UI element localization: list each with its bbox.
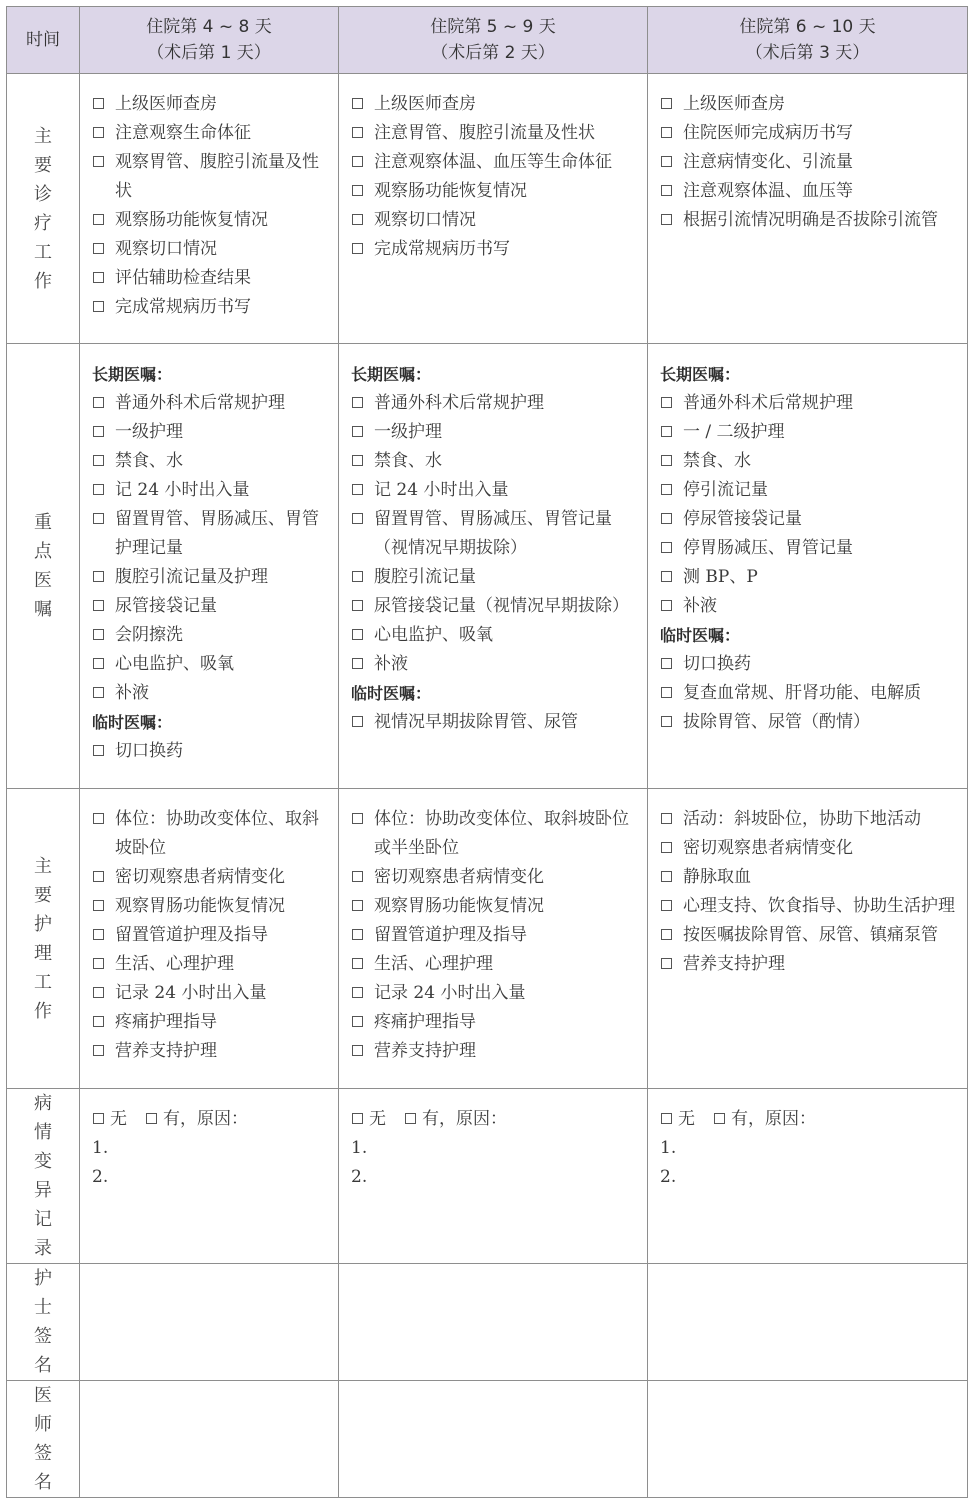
checklist-item-text: 体位：协助改变体位、取斜坡卧位: [115, 809, 319, 858]
checkbox-icon[interactable]: [714, 1113, 725, 1124]
checklist-item-text: 注意观察体温、血压等生命体征: [374, 152, 612, 172]
checklist-item-text: 视情况早期拔除胃管、尿管: [374, 712, 578, 732]
checklist-item-text: 观察胃肠功能恢复情况: [115, 896, 285, 916]
checklist-item-text: 静脉取血: [683, 867, 751, 887]
checklist-item: [92, 206, 328, 235]
checkbox-icon[interactable]: [661, 871, 672, 882]
checklist-item: [660, 505, 957, 534]
checklist-item-text: 普通外科术后常规护理: [683, 393, 853, 413]
checkbox-icon[interactable]: [352, 426, 363, 437]
checklist-item-text: 观察胃管、腹腔引流量及性状: [115, 152, 319, 201]
checklist-item-text: 有，原因：: [422, 1109, 507, 1129]
checkbox-icon[interactable]: [352, 813, 363, 824]
checkbox-icon[interactable]: [93, 571, 104, 582]
checkbox-icon[interactable]: [93, 156, 104, 167]
post-op-day: （术后第 3 天）: [745, 43, 870, 63]
checklist-item: [351, 805, 637, 863]
checkbox-icon[interactable]: [352, 571, 363, 582]
checkbox-icon[interactable]: [93, 929, 104, 940]
checklist-item: [351, 592, 637, 621]
checkbox-icon[interactable]: [352, 987, 363, 998]
checklist-item-text: 住院医师完成病历书写: [683, 123, 853, 143]
checklist-item: [351, 863, 637, 892]
checklist-item-text: 禁食、水: [683, 451, 751, 471]
checklist-item-text: 无: [678, 1109, 695, 1129]
checklist-item-text: 拔除胃管、尿管（酌情）: [683, 712, 870, 732]
checklist-item: [660, 650, 957, 679]
checklist-item: [92, 650, 328, 679]
variation-reason-line[interactable]: 2.: [660, 1167, 677, 1187]
checkbox-icon[interactable]: [352, 127, 363, 138]
checkbox-icon[interactable]: [352, 929, 363, 940]
checklist-item-text: 无: [110, 1109, 127, 1129]
checklist-item-text: 禁食、水: [115, 451, 183, 471]
checkbox-icon[interactable]: [93, 272, 104, 283]
checkbox-icon[interactable]: [352, 600, 363, 611]
checkbox-icon[interactable]: [352, 98, 363, 109]
checkbox-icon[interactable]: [661, 484, 672, 495]
checklist-item-text: 观察肠功能恢复情况: [374, 181, 527, 201]
checklist-item-text: 疼痛护理指导: [374, 1012, 476, 1032]
checklist-item: [351, 119, 637, 148]
checklist-item: [92, 863, 328, 892]
checklist-item: [351, 505, 637, 563]
checkbox-icon[interactable]: [661, 958, 672, 969]
checkbox-icon[interactable]: [352, 658, 363, 669]
orders-cell: [648, 344, 968, 789]
checkbox-icon[interactable]: [93, 687, 104, 698]
variation-reason-line[interactable]: 1.: [92, 1138, 109, 1158]
checklist-item-text: 记 24 小时出入量: [115, 480, 250, 500]
checklist-item: [660, 418, 957, 447]
checklist-item: [92, 1008, 328, 1037]
checkbox-icon[interactable]: [352, 1045, 363, 1056]
checklist-item: [660, 950, 957, 979]
checklist-item: [351, 389, 637, 418]
nurse-sign-row: [7, 1264, 968, 1381]
checklist-item: [660, 389, 957, 418]
checklist-item-text: 停引流记量: [683, 480, 768, 500]
checkbox-icon[interactable]: [661, 929, 672, 940]
day-column-header: [339, 7, 648, 74]
checklist-item: [660, 892, 957, 921]
checkbox-icon[interactable]: [93, 397, 104, 408]
checklist-item: [92, 389, 328, 418]
checkbox-icon[interactable]: [352, 1016, 363, 1027]
checklist-item-text: 有，原因：: [731, 1109, 816, 1129]
checklist-item-text: 上级医师查房: [115, 94, 217, 114]
checkbox-icon[interactable]: [93, 900, 104, 911]
checklist-item: [660, 1105, 695, 1134]
order-section-heading: 长期医嘱：: [660, 365, 741, 384]
orders-cell: [339, 344, 648, 789]
diagnosis-cell: [339, 74, 648, 344]
checkbox-icon[interactable]: [661, 156, 672, 167]
checklist-item-text: 尿管接袋记量（视情况早期拔除）: [374, 596, 629, 616]
checkbox-icon[interactable]: [661, 600, 672, 611]
checklist-item-text: 测 BP、P: [683, 567, 758, 587]
checkbox-icon[interactable]: [352, 1113, 363, 1124]
variation-options: [660, 1105, 957, 1134]
checklist-item-text: 停胃肠减压、胃管记量: [683, 538, 853, 558]
checklist-item: [92, 921, 328, 950]
checkbox-icon[interactable]: [93, 243, 104, 254]
checkbox-icon[interactable]: [352, 513, 363, 524]
checkbox-icon[interactable]: [661, 813, 672, 824]
checklist-item: [92, 592, 328, 621]
nursing-cell: [339, 789, 648, 1089]
checklist-item-text: 腹腔引流记量及护理: [115, 567, 268, 587]
checklist-item: [660, 592, 957, 621]
diagnosis-cell: [80, 74, 339, 344]
checklist-item-text: 评估辅助检查结果: [115, 268, 251, 288]
checklist-item: [351, 892, 637, 921]
diagnosis-row: [7, 74, 968, 344]
checklist-item: [92, 264, 328, 293]
checkbox-icon[interactable]: [405, 1113, 416, 1124]
checklist-item: [92, 235, 328, 264]
orders-row: [7, 344, 968, 789]
checklist-item-text: 体位：协助改变体位、取斜坡卧位或半坐卧位: [374, 809, 629, 858]
row-label: 主要护理工作: [7, 789, 80, 1089]
checklist-item-text: 观察切口情况: [374, 210, 476, 230]
checkbox-icon[interactable]: [661, 658, 672, 669]
checklist-item-text: 观察肠功能恢复情况: [115, 210, 268, 230]
checklist-item: [92, 950, 328, 979]
checkbox-icon[interactable]: [93, 98, 104, 109]
checklist-item: [92, 621, 328, 650]
checklist-item-text: 切口换药: [683, 654, 751, 674]
checkbox-icon[interactable]: [352, 185, 363, 196]
checkbox-icon[interactable]: [352, 214, 363, 225]
checklist-item-text: 记 24 小时出入量: [374, 480, 509, 500]
nurse-signature-field[interactable]: [648, 1264, 968, 1381]
checklist-item: [351, 418, 637, 447]
checklist-item: [351, 621, 637, 650]
checklist-item-text: 生活、心理护理: [115, 954, 234, 974]
checkbox-icon[interactable]: [661, 571, 672, 582]
checkbox-icon[interactable]: [661, 127, 672, 138]
variation-reason-line[interactable]: 2.: [351, 1167, 368, 1187]
checkbox-icon[interactable]: [352, 243, 363, 254]
checklist-item-text: 一级护理: [374, 422, 442, 442]
checkbox-icon[interactable]: [93, 745, 104, 756]
checklist-item-text: 营养支持护理: [683, 954, 785, 974]
checklist-item: [351, 708, 637, 737]
checklist-item: [145, 1105, 248, 1134]
checklist-item: [660, 177, 957, 206]
checkbox-icon[interactable]: [661, 214, 672, 225]
day-range: 住院第 4 ~ 8 天: [146, 17, 272, 37]
row-label: 病情变异记录: [7, 1089, 80, 1264]
checklist-item: [660, 563, 957, 592]
day-column-header: [648, 7, 968, 74]
checklist-item-text: 心电监护、吸氧: [115, 654, 234, 674]
checkbox-icon[interactable]: [352, 958, 363, 969]
orders-cell: [80, 344, 339, 789]
day-range: 住院第 6 ~ 10 天: [739, 17, 876, 37]
checklist-item-text: 复查血常规、肝肾功能、电解质: [683, 683, 921, 703]
checkbox-icon[interactable]: [661, 900, 672, 911]
variation-reason-line[interactable]: 1.: [351, 1138, 368, 1158]
checkbox-icon[interactable]: [352, 716, 363, 727]
checkbox-icon[interactable]: [93, 600, 104, 611]
checklist-item-text: 活动：斜坡卧位，协助下地活动: [683, 809, 921, 829]
header-row: [7, 7, 968, 74]
checklist-item-text: 尿管接袋记量: [115, 596, 217, 616]
row-label: 护士签名: [7, 1264, 80, 1381]
checkbox-icon[interactable]: [93, 813, 104, 824]
checkbox-icon[interactable]: [661, 716, 672, 727]
checkbox-icon[interactable]: [93, 426, 104, 437]
checklist-item: [351, 90, 637, 119]
checklist-item: [713, 1105, 816, 1134]
checklist-item-text: 记录 24 小时出入量: [374, 983, 526, 1003]
checkbox-icon[interactable]: [661, 397, 672, 408]
checklist-item-text: 留置胃管、胃肠减压、胃管记量（视情况早期拔除）: [374, 509, 612, 558]
checkbox-icon[interactable]: [93, 629, 104, 640]
checklist-item: [351, 563, 637, 592]
checkbox-icon[interactable]: [661, 687, 672, 698]
checkbox-icon[interactable]: [661, 185, 672, 196]
checklist-item: [660, 805, 957, 834]
nurse-signature-field[interactable]: [80, 1264, 339, 1381]
checklist-item-text: 切口换药: [115, 741, 183, 761]
checklist-item: [92, 1105, 127, 1134]
clinical-pathway-table: [6, 6, 968, 1498]
checklist-item: [92, 563, 328, 592]
checklist-item: [351, 979, 637, 1008]
variation-reason-line[interactable]: 1.: [660, 1138, 677, 1158]
checkbox-icon[interactable]: [93, 658, 104, 669]
nursing-cell: [648, 789, 968, 1089]
post-op-day: （术后第 2 天）: [431, 43, 555, 63]
checklist-item: [92, 892, 328, 921]
checklist-item-text: 密切观察患者病情变化: [115, 867, 285, 887]
doctor-sign-row: [7, 1381, 968, 1498]
checklist-item-text: 心理支持、饮食指导、协助生活护理: [683, 896, 955, 916]
checkbox-icon[interactable]: [93, 301, 104, 312]
checkbox-icon[interactable]: [93, 513, 104, 524]
checkbox-icon[interactable]: [93, 1016, 104, 1027]
nursing-cell: [80, 789, 339, 1089]
checkbox-icon[interactable]: [93, 455, 104, 466]
checklist-item-text: 禁食、水: [374, 451, 442, 471]
post-op-day: （术后第 1 天）: [147, 43, 271, 63]
variation-options: [92, 1105, 328, 1134]
checkbox-icon[interactable]: [661, 98, 672, 109]
checklist-item-text: 普通外科术后常规护理: [374, 393, 544, 413]
row-label: 主要诊疗工作: [7, 74, 80, 344]
checklist-item-text: 留置管道护理及指导: [374, 925, 527, 945]
checklist-item-text: 按医嘱拔除胃管、尿管、镇痛泵管: [683, 925, 938, 945]
checklist-item: [92, 293, 328, 322]
checklist-item-text: 上级医师查房: [374, 94, 476, 114]
checklist-item-text: 心电监护、吸氧: [374, 625, 493, 645]
checkbox-icon[interactable]: [352, 455, 363, 466]
variation-cell: [80, 1089, 339, 1264]
checklist-item: [351, 148, 637, 177]
checklist-item: [92, 418, 328, 447]
time-header: 时间: [7, 7, 80, 74]
checklist-item: [351, 1037, 637, 1066]
checklist-item-text: 观察切口情况: [115, 239, 217, 259]
checklist-item: [660, 679, 957, 708]
checklist-item-text: 无: [369, 1109, 386, 1129]
checklist-item: [92, 737, 328, 766]
checklist-item-text: 一级护理: [115, 422, 183, 442]
checklist-item: [660, 447, 957, 476]
checklist-item-text: 停尿管接袋记量: [683, 509, 802, 529]
checklist-item: [660, 921, 957, 950]
checkbox-icon[interactable]: [93, 1113, 104, 1124]
checklist-item-text: 营养支持护理: [374, 1041, 476, 1061]
checklist-item: [351, 1008, 637, 1037]
diagnosis-cell: [648, 74, 968, 344]
doctor-signature-field[interactable]: [648, 1381, 968, 1498]
row-label: 重点医嘱: [7, 344, 80, 789]
checklist-item: [660, 119, 957, 148]
checkbox-icon[interactable]: [93, 958, 104, 969]
checkbox-icon[interactable]: [352, 871, 363, 882]
doctor-signature-field[interactable]: [80, 1381, 339, 1498]
checkbox-icon[interactable]: [661, 455, 672, 466]
checkbox-icon[interactable]: [661, 426, 672, 437]
checklist-item-text: 留置管道护理及指导: [115, 925, 268, 945]
checklist-item-text: 普通外科术后常规护理: [115, 393, 285, 413]
nursing-row: [7, 789, 968, 1089]
checklist-item-text: 上级医师查房: [683, 94, 785, 114]
checklist-item: [92, 679, 328, 708]
checklist-item: [92, 505, 328, 563]
checklist-item-text: 记录 24 小时出入量: [115, 983, 267, 1003]
checklist-item: [660, 90, 957, 119]
checklist-item: [92, 447, 328, 476]
checklist-item: [351, 476, 637, 505]
checklist-item-text: 会阴擦洗: [115, 625, 183, 645]
variation-row: [7, 1089, 968, 1264]
order-section-heading: 临时医嘱：: [92, 713, 173, 732]
checklist-item-text: 一 / 二级护理: [683, 422, 785, 442]
order-section-heading: 临时医嘱：: [351, 684, 432, 703]
checklist-item: [92, 1037, 328, 1066]
checkbox-icon[interactable]: [661, 842, 672, 853]
checklist-item-text: 观察胃肠功能恢复情况: [374, 896, 544, 916]
checklist-item: [92, 979, 328, 1008]
variation-cell: [339, 1089, 648, 1264]
checklist-item-text: 补液: [115, 683, 149, 703]
checkbox-icon[interactable]: [93, 214, 104, 225]
checklist-item: [351, 1105, 386, 1134]
checklist-item-text: 补液: [374, 654, 408, 674]
checklist-item: [404, 1105, 507, 1134]
order-section-heading: 临时医嘱：: [660, 626, 741, 645]
checklist-item-text: 疼痛护理指导: [115, 1012, 217, 1032]
checklist-item: [92, 148, 328, 206]
variation-cell: [648, 1089, 968, 1264]
checkbox-icon[interactable]: [661, 513, 672, 524]
checklist-item: [660, 148, 957, 177]
checkbox-icon[interactable]: [352, 484, 363, 495]
nurse-signature-field[interactable]: [339, 1264, 648, 1381]
checkbox-icon[interactable]: [352, 900, 363, 911]
checklist-item-text: 注意观察体温、血压等: [683, 181, 853, 201]
checklist-item: [92, 805, 328, 863]
checklist-item-text: 留置胃管、胃肠减压、胃管护理记量: [115, 509, 319, 558]
checklist-item: [351, 206, 637, 235]
row-label: 医师签名: [7, 1381, 80, 1498]
checkbox-icon[interactable]: [93, 871, 104, 882]
checklist-item: [660, 206, 957, 235]
checklist-item: [351, 177, 637, 206]
checkbox-icon[interactable]: [352, 629, 363, 640]
checkbox-icon[interactable]: [661, 1113, 672, 1124]
checklist-item: [351, 921, 637, 950]
day-column-header: [80, 7, 339, 74]
checklist-item: [660, 834, 957, 863]
checkbox-icon[interactable]: [661, 542, 672, 553]
checklist-item: [92, 90, 328, 119]
checklist-item-text: 注意观察生命体征: [115, 123, 251, 143]
checklist-item: [660, 708, 957, 737]
checklist-item: [92, 476, 328, 505]
checklist-item-text: 密切观察患者病情变化: [683, 838, 853, 858]
checklist-item: [351, 950, 637, 979]
checkbox-icon[interactable]: [93, 987, 104, 998]
checklist-item-text: 注意病情变化、引流量: [683, 152, 853, 172]
order-section-heading: 长期医嘱：: [92, 365, 173, 384]
checklist-item: [660, 863, 957, 892]
day-range: 住院第 5 ~ 9 天: [430, 17, 556, 37]
variation-reason-line[interactable]: 2.: [92, 1167, 109, 1187]
checklist-item-text: 完成常规病历书写: [115, 297, 251, 317]
checklist-item-text: 腹腔引流记量: [374, 567, 476, 587]
checklist-item-text: 密切观察患者病情变化: [374, 867, 544, 887]
checklist-item-text: 根据引流情况明确是否拔除引流管: [683, 210, 938, 230]
variation-options: [351, 1105, 637, 1134]
checklist-item-text: 生活、心理护理: [374, 954, 493, 974]
checklist-item-text: 有，原因：: [163, 1109, 248, 1129]
order-section-heading: 长期医嘱：: [351, 365, 432, 384]
doctor-signature-field[interactable]: [339, 1381, 648, 1498]
checkbox-icon[interactable]: [352, 156, 363, 167]
checklist-item-text: 营养支持护理: [115, 1041, 217, 1061]
checkbox-icon[interactable]: [93, 1045, 104, 1056]
checkbox-icon[interactable]: [352, 397, 363, 408]
checklist-item: [660, 476, 957, 505]
checklist-item: [351, 650, 637, 679]
checklist-item: [92, 119, 328, 148]
checkbox-icon[interactable]: [146, 1113, 157, 1124]
checklist-item: [351, 235, 637, 264]
checklist-item: [351, 447, 637, 476]
checkbox-icon[interactable]: [93, 484, 104, 495]
checklist-item-text: 完成常规病历书写: [374, 239, 510, 259]
checklist-item-text: 补液: [683, 596, 717, 616]
checklist-item-text: 注意胃管、腹腔引流量及性状: [374, 123, 595, 143]
checklist-item: [660, 534, 957, 563]
checkbox-icon[interactable]: [93, 127, 104, 138]
